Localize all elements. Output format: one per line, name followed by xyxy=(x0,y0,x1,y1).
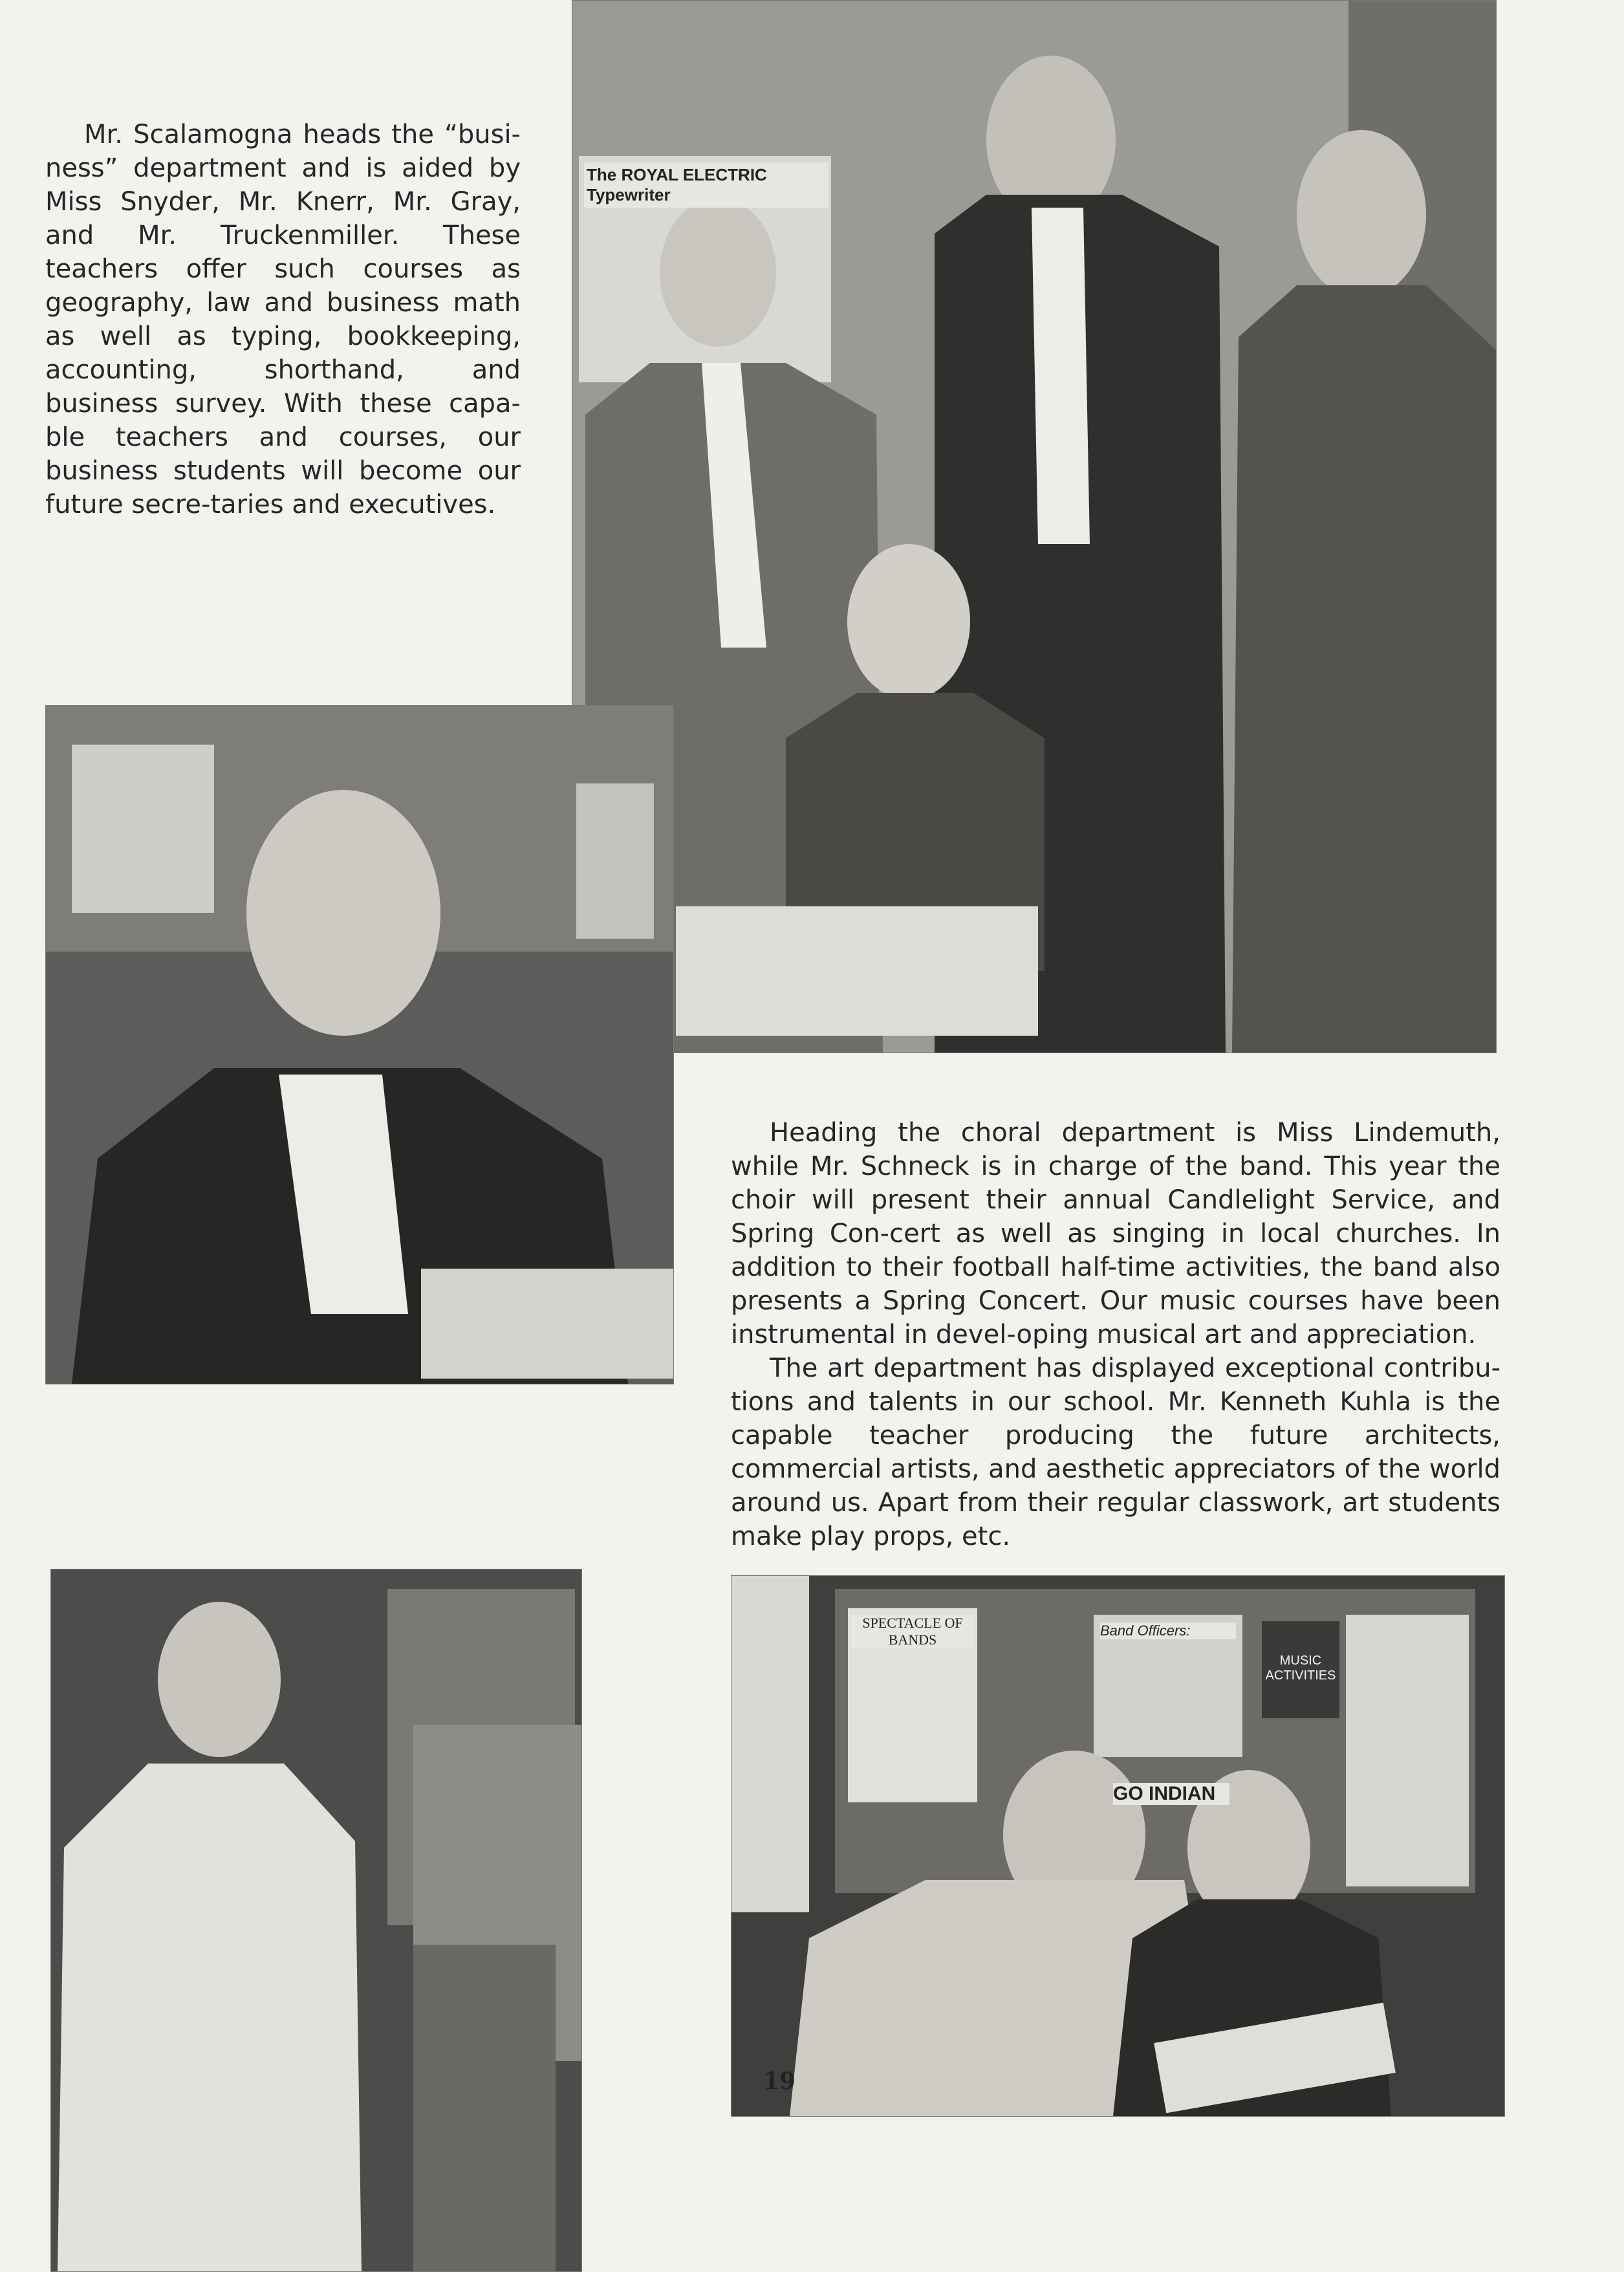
band-choral-teachers-photo xyxy=(731,1575,1505,2117)
typewriter-poster: The ROYAL ELECTRIC Typewriter xyxy=(584,162,828,208)
spectacle-of-bands-sign: SPECTACLE OF BANDS xyxy=(851,1615,974,1648)
business-department-paragraph xyxy=(45,118,521,521)
band-officers-sign: Band Officers: xyxy=(1100,1622,1236,1639)
music-paragraph-text: Heading the choral department is Miss Lindemuth, while Mr. Schneck is in charge of the band. This year the choir will present their annual Candlelight Service, and Spring Con-cert as well as singing in local churches. In addition to their football half-time activities, the band also presents a Spring Concert. Our music courses have been instrumental in devel-oping musical art and appreciation. xyxy=(731,1118,1500,1349)
seated-teacher-photo xyxy=(45,705,674,1384)
music-activities-sign: MUSIC ACTIVITIES xyxy=(1263,1654,1338,1683)
art-teacher-painting-photo xyxy=(50,1569,582,2272)
art-paragraph-text: The art department has displayed exceptional contribu-tions and talents in our school. Mr. Kenneth Kuhla is the capable teacher producing the future architects, commercial artists, and aesthetic appreciators of the world around us. Apart from their regular classwork, art students make play props, etc. xyxy=(731,1353,1500,1551)
go-indians-sign: GO INDIAN xyxy=(1113,1783,1229,1805)
page-number: 19 xyxy=(763,2068,796,2095)
business-teachers-group-photo xyxy=(572,0,1497,1053)
business-paragraph-text: Mr. Scalamogna heads the “busi-ness” department and is aided by Miss Snyder, Mr. Knerr, Mr. Gray, and Mr. Truckenmiller. These teachers offer such courses as geography, law and business math as well as typing, bookkeeping, accounting, shorthand, and business survey. With these capa-ble teachers and courses, our business students will become our future secre-taries and executives. xyxy=(45,120,521,519)
music-art-paragraphs xyxy=(731,1116,1500,1553)
